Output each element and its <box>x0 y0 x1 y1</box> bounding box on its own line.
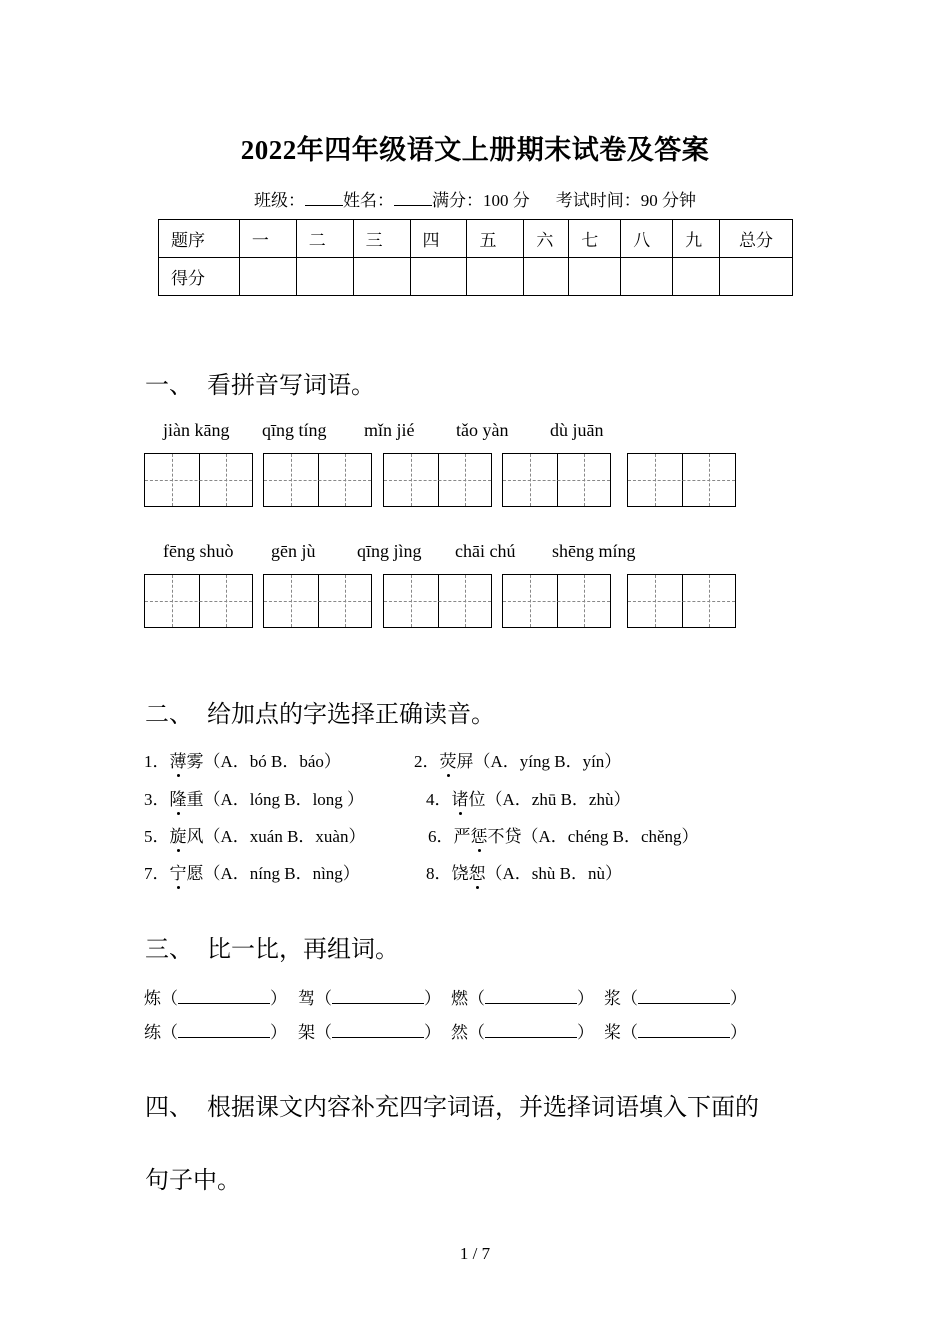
pinyin: tǎo yàn <box>456 420 509 440</box>
compare-char: 炼 <box>144 989 161 1008</box>
score-cell[interactable] <box>467 258 524 296</box>
word-rest: 屏 <box>456 752 474 771</box>
compare-item <box>144 1018 287 1043</box>
class-label: 班级： <box>254 191 305 210</box>
dotted-char: 薄 <box>170 747 187 772</box>
reading-question <box>144 859 360 884</box>
score-cell[interactable] <box>410 258 467 296</box>
question-number: 7． <box>144 864 170 883</box>
class-blank[interactable] <box>305 191 343 206</box>
table-cell: 总分 <box>720 220 793 258</box>
pinyin: chāi chú <box>455 541 516 561</box>
reading-question <box>428 822 699 847</box>
compare-char: 浆 <box>604 989 621 1008</box>
dotted-char: 荧 <box>440 747 457 772</box>
answer-blank[interactable] <box>332 989 424 1004</box>
score-table-header <box>159 220 793 258</box>
writing-grid[interactable] <box>144 453 253 507</box>
options: （A．zhū B．zhù） <box>485 790 631 809</box>
table-cell: 得分 <box>159 258 240 296</box>
exam-time: 考试时间：90 分钟 <box>555 191 696 210</box>
compare-char: 练 <box>144 1023 161 1042</box>
compare-item <box>604 1018 747 1043</box>
page-title: 2022年四年级语文上册期末试卷及答案 <box>240 135 710 165</box>
dotted-char: 诸 <box>452 785 469 810</box>
full-score: 满分：100 分 <box>432 191 530 210</box>
section-title: 比一比，再组词。 <box>207 937 399 963</box>
table-cell: 三 <box>353 220 410 258</box>
word-rest: 不贷 <box>487 827 522 846</box>
section-title: 给加点的字选择正确读音。 <box>207 702 495 728</box>
section-2-heading <box>145 694 495 729</box>
score-cell[interactable] <box>569 258 621 296</box>
pinyin: mǐn jié <box>364 420 415 440</box>
score-table-row <box>159 258 793 296</box>
word-rest: 重 <box>186 790 204 809</box>
dotted-char: 惩 <box>471 822 488 847</box>
paren-close: ） <box>730 989 747 1008</box>
options: （A．chéng B．chěng） <box>521 827 699 846</box>
paren-open: （ <box>468 989 485 1008</box>
answer-blank[interactable] <box>638 989 730 1004</box>
reading-question <box>426 859 622 884</box>
options: （A．yíng B．yín） <box>473 752 622 771</box>
dotted-char: 隆 <box>170 785 187 810</box>
table-cell: 八 <box>621 220 673 258</box>
options: （A．xuán B．xuàn） <box>203 827 366 846</box>
section-3-heading <box>145 929 399 964</box>
answer-blank[interactable] <box>178 989 270 1004</box>
writing-grid[interactable] <box>383 574 492 628</box>
answer-blank[interactable] <box>178 1023 270 1038</box>
writing-grid[interactable] <box>502 453 611 507</box>
score-cell[interactable] <box>353 258 410 296</box>
table-cell: 七 <box>569 220 621 258</box>
answer-blank[interactable] <box>485 989 577 1004</box>
compare-item <box>604 984 747 1009</box>
writing-grid[interactable] <box>627 574 736 628</box>
pinyin: qīng jìng <box>357 541 422 561</box>
paren-open: （ <box>621 989 638 1008</box>
question-number: 8． <box>426 864 452 883</box>
table-cell: 六 <box>524 220 569 258</box>
compare-item <box>451 984 594 1009</box>
score-cell[interactable] <box>296 258 353 296</box>
section-number: 四、 <box>145 1095 193 1121</box>
word-pre: 饶 <box>451 864 469 883</box>
options: （A．shù B．nù） <box>485 864 622 883</box>
section-4-heading-line2: 句子中。 <box>145 1168 241 1194</box>
table-cell: 题序 <box>159 220 240 258</box>
name-label: 姓名： <box>343 191 394 210</box>
pinyin: jiàn kāng <box>163 420 230 440</box>
question-number: 6． <box>428 827 454 846</box>
writing-grid[interactable] <box>627 453 736 507</box>
table-cell: 九 <box>673 220 720 258</box>
compare-char: 燃 <box>451 989 468 1008</box>
exam-info <box>0 186 950 211</box>
dotted-char: 宁 <box>170 859 187 884</box>
question-number: 3． <box>144 790 170 809</box>
compare-char: 桨 <box>604 1023 621 1042</box>
paren-close: ） <box>577 1023 594 1042</box>
answer-blank[interactable] <box>332 1023 424 1038</box>
reading-question <box>426 785 630 810</box>
section-number: 一、 <box>145 373 193 399</box>
section-1-heading <box>145 365 375 400</box>
word-rest: 愿 <box>186 864 204 883</box>
question-number: 5． <box>144 827 170 846</box>
question-number: 2． <box>414 752 440 771</box>
compare-char: 架 <box>298 1023 315 1042</box>
pinyin: shēng míng <box>552 541 636 561</box>
pinyin: fēng shuò <box>163 541 234 561</box>
answer-blank[interactable] <box>485 1023 577 1038</box>
score-cell[interactable] <box>621 258 673 296</box>
reading-question <box>144 747 341 772</box>
writing-grid[interactable] <box>263 574 372 628</box>
section-number: 二、 <box>145 702 193 728</box>
question-number: 1． <box>144 752 170 771</box>
section-4-heading <box>145 1087 825 1122</box>
writing-grid[interactable] <box>144 574 253 628</box>
compare-char: 驾 <box>298 989 315 1008</box>
score-table <box>158 219 793 296</box>
options: （A．níng B．nìng） <box>203 864 360 883</box>
word-rest: 位 <box>468 790 486 809</box>
table-cell: 二 <box>296 220 353 258</box>
page-number: 1 / 7 <box>459 1244 491 1263</box>
table-cell: 一 <box>239 220 296 258</box>
paren-close: ） <box>270 989 287 1008</box>
score-cell[interactable] <box>239 258 296 296</box>
compare-item <box>144 984 287 1009</box>
compare-item <box>298 1018 441 1043</box>
writing-grid[interactable] <box>502 574 611 628</box>
score-cell[interactable] <box>524 258 569 296</box>
paren-close: ） <box>270 1023 287 1042</box>
section-title: 看拼音写词语。 <box>207 373 375 399</box>
question-number: 4． <box>426 790 452 809</box>
compare-char: 然 <box>451 1023 468 1042</box>
options: （A．bó B．báo） <box>203 752 341 771</box>
paren-close: ） <box>424 1023 441 1042</box>
reading-question <box>144 785 364 810</box>
dotted-char: 旋 <box>170 822 187 847</box>
name-blank[interactable] <box>394 191 432 206</box>
pinyin: dù juān <box>550 420 604 440</box>
paren-open: （ <box>161 989 178 1008</box>
paren-close: ） <box>577 989 594 1008</box>
options: （A．lóng B．long ） <box>203 790 365 809</box>
answer-blank[interactable] <box>638 1023 730 1038</box>
compare-item <box>451 1018 594 1043</box>
compare-item <box>298 984 441 1009</box>
writing-grid[interactable] <box>263 453 372 507</box>
score-cell[interactable] <box>673 258 720 296</box>
section-title: 根据课文内容补充四字词语，并选择词语填入下面的 <box>207 1095 759 1121</box>
score-cell[interactable] <box>720 258 793 296</box>
paren-close: ） <box>730 1023 747 1042</box>
paren-open: （ <box>315 1023 332 1042</box>
pinyin: gēn jù <box>271 541 316 561</box>
dotted-char: 恕 <box>469 859 486 884</box>
paren-open: （ <box>468 1023 485 1042</box>
reading-question <box>414 747 621 772</box>
word-rest: 雾 <box>186 752 204 771</box>
table-cell: 四 <box>410 220 467 258</box>
paren-close: ） <box>424 989 441 1008</box>
paren-open: （ <box>161 1023 178 1042</box>
paren-open: （ <box>621 1023 638 1042</box>
pinyin: qīng tíng <box>262 420 327 440</box>
paren-open: （ <box>315 989 332 1008</box>
reading-question <box>144 822 365 847</box>
word-rest: 风 <box>186 827 204 846</box>
section-number: 三、 <box>145 937 193 963</box>
writing-grid[interactable] <box>383 453 492 507</box>
word-pre: 严 <box>453 827 471 846</box>
table-cell: 五 <box>467 220 524 258</box>
